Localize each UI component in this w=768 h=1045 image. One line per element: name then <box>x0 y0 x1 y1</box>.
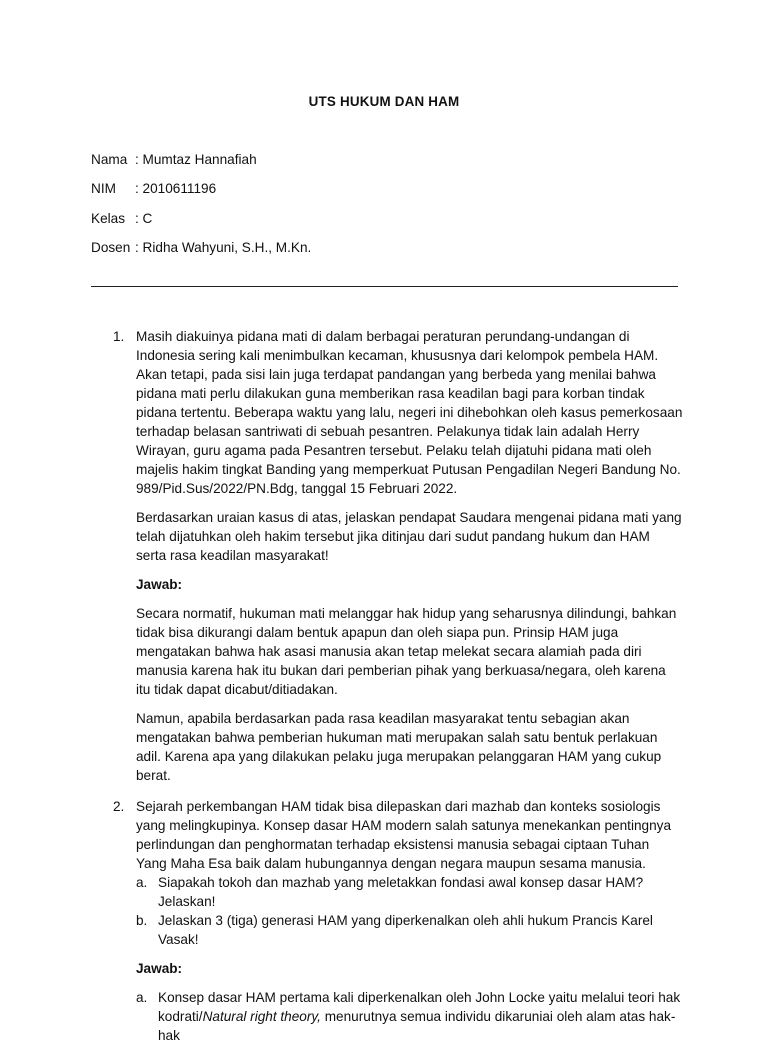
sub-text: Siapakah tokoh dan mazhab yang meletakkan fondasi awal konsep dasar HAM? Jelaskan! <box>158 875 644 909</box>
sub-question-b <box>136 911 683 949</box>
question-prompt: Berdasarkan uraian kasus di atas, jelaskan pendapat Saudara mengenai pidana mati yang telah dijatuhkan oleh hakim tersebut jika ditinjau dari sudut pandang hukum dan HAM serta rasa keadilan masyarakat! <box>136 510 682 563</box>
sub-letter: a. <box>136 875 148 890</box>
question-1 <box>91 327 683 795</box>
info-row-nama <box>91 150 311 179</box>
question-number: 2. <box>113 799 125 814</box>
answer-text-end: menurutnya semua individu dikaruniai oleh alam atas hak-hak <box>158 1009 676 1043</box>
info-value: : 2010611196 <box>135 181 217 197</box>
question-body <box>136 797 683 1045</box>
answer-text-start: Konsep dasar HAM pertama kali diperkenalkan oleh John Locke yaitu melalui teori hak kodrati/ <box>158 990 681 1024</box>
student-info <box>91 150 311 267</box>
sub-question-a <box>136 873 683 911</box>
question-body <box>136 327 683 795</box>
answer-paragraph: Namun, apabila berdasarkan pada rasa keadilan masyarakat tentu sebagian akan mengatakan bahwa pemberian hukuman mati merupakan salah satu bentuk perlakuan adil. Karena apa yang dilakukan pelaku juga merupakan pelanggaran HAM yang cukup berat. <box>136 711 662 783</box>
question-paragraph: Sejarah perkembangan HAM tidak bisa dilepaskan dari mazhab dan konteks sosiologis yang melingkupinya. Konsep dasar HAM modern salah satunya menekankan pentingnya perlindungan dan penghormatan terhadap eksistensi manusia sebagai ciptaan Tuhan Yang Maha Esa baik dalam hubungannya dengan negara maupun sesama manusia. <box>136 799 672 871</box>
info-row-kelas <box>91 209 311 238</box>
questions-content <box>91 327 683 1045</box>
info-label: NIM <box>91 181 116 197</box>
info-value: : Mumtaz Hannafiah <box>135 152 257 167</box>
info-label: Kelas <box>91 210 126 226</box>
answer-paragraph: Secara normatif, hukuman mati melanggar hak hidup yang seharusnya dilindungi, bahkan tidak bisa dikurangi dalam bentuk apapun dan oleh siapa pun. Prinsip HAM juga mengatakan bahwa hak asasi manusia akan tetap melekat secara alamiah pada diri manusia karena hak itu bukan dari pemberian pihak yang berkuasa/negara, oleh karena itu tidak dapat dicabut/ditiadakan. <box>136 606 677 697</box>
info-value: : Ridha Wahyuni, S.H., M.Kn. <box>135 239 312 255</box>
answer-text-italic: Natural right theory, <box>202 1009 321 1024</box>
document-title: UTS HUKUM DAN HAM <box>308 94 460 109</box>
info-row-dosen <box>91 238 311 267</box>
question-paragraph: Masih diakuinya pidana mati di dalam berbagai peraturan perundang-undangan di Indonesia sering kali menimbulkan kecaman, khususnya dari kelompok pembela HAM. Akan tetapi, pada sisi lain juga terdapat pandangan yang berbeda yang menilai bahwa pidana mati perlu dilakukan guna memberikan rasa keadilan bagi para korban tindak pidana tertentu. Beberapa waktu yang lalu, negeri ini dihebohkan oleh kasus pemerkosaan terhadap belasan santriwati di sebuah pesantren. Pelakunya tidak lain adalah Herry Wirayan, guru agama pada Pesantren tersebut. Pelaku telah dijatuhi pidana mati oleh majelis hakim tingkat Banding yang memperkuat Putusan Pengadilan Negeri Bandung No. 989/Pid.Sus/2022/PN.Bdg, tanggal 15 Februari 2022. <box>136 329 683 496</box>
info-value: : C <box>135 210 153 226</box>
info-label: Nama <box>91 152 128 167</box>
answer-text <box>158 988 683 1045</box>
sub-letter: b. <box>136 913 148 928</box>
answer-heading: Jawab: <box>136 961 183 976</box>
info-label: Dosen <box>91 239 131 255</box>
question-number: 1. <box>113 329 125 344</box>
answer-heading: Jawab: <box>136 577 183 592</box>
sub-text: Jelaskan 3 (tiga) generasi HAM yang diperkenalkan oleh ahli hukum Prancis Karel Vasak! <box>158 913 653 947</box>
sub-letter: a. <box>136 990 148 1005</box>
info-row-nim <box>91 179 311 208</box>
answer-a <box>136 988 683 1045</box>
horizontal-divider <box>91 286 678 287</box>
question-2 <box>91 797 683 1045</box>
